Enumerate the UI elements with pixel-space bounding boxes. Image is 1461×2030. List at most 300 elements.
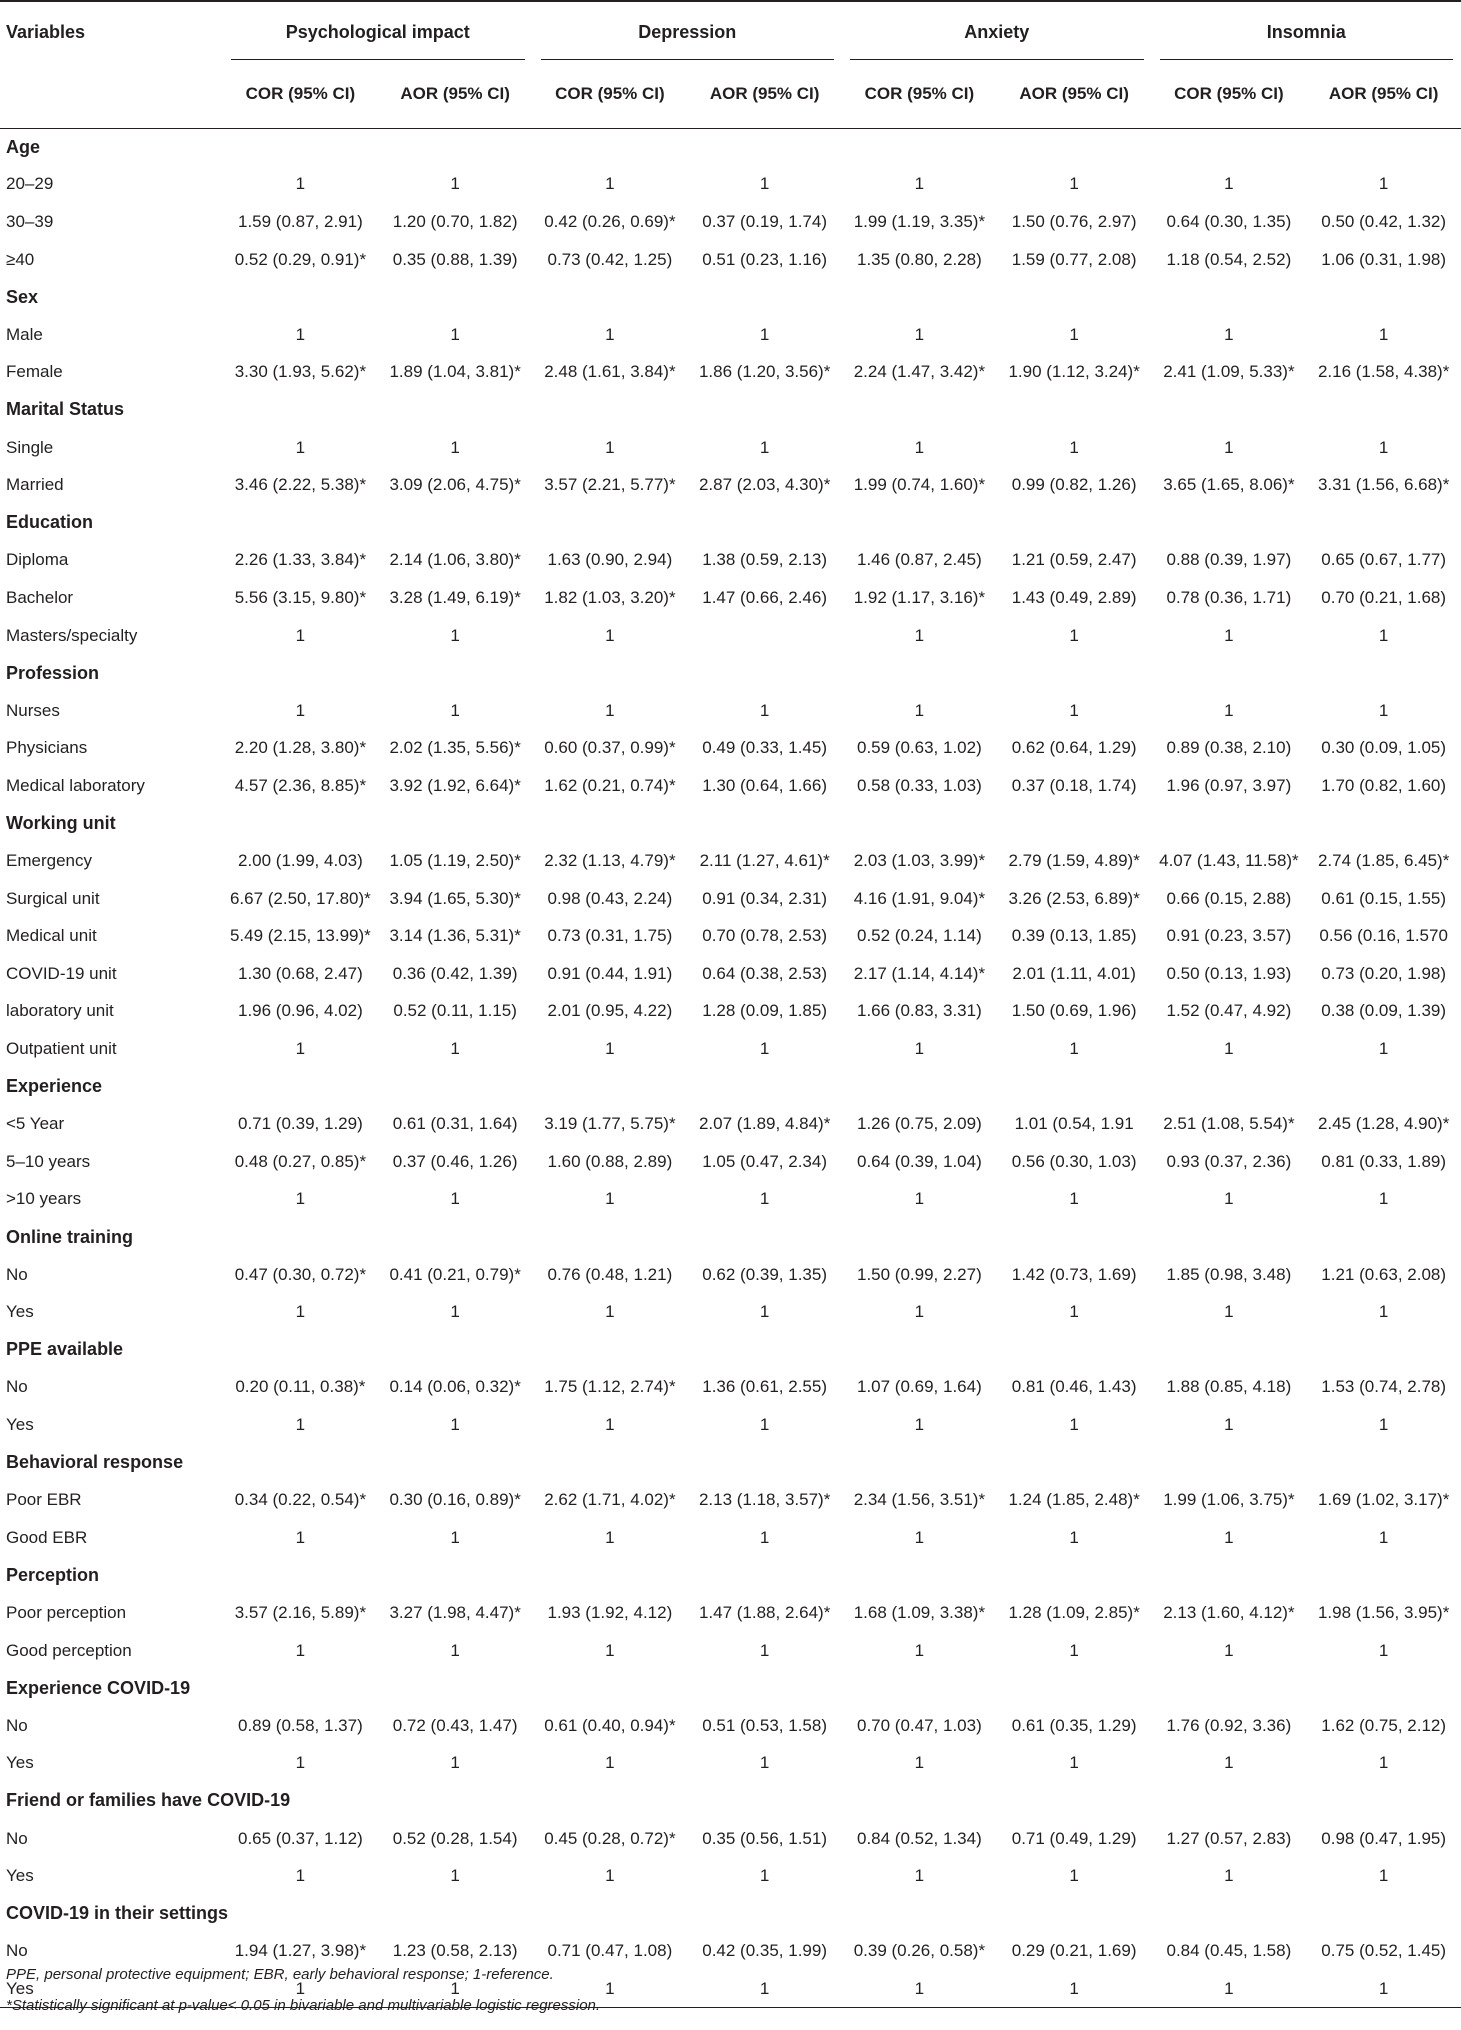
value-cell: 1 <box>1069 625 1079 645</box>
row-label: No <box>6 1377 28 1397</box>
value-cell: 0.64 (0.39, 1.04) <box>857 1151 982 1171</box>
value-cell: 0.20 (0.11, 0.38)* <box>235 1377 366 1397</box>
table-row <box>0 767 1461 805</box>
value-cell: 2.17 (1.14, 4.14)* <box>853 963 986 983</box>
group-header-psychological-impact <box>223 0 533 60</box>
value-cell <box>1306 1895 1461 1933</box>
value-cell <box>997 1782 1152 1820</box>
value-cell: 1 <box>914 1640 925 1660</box>
value-cell <box>687 128 842 166</box>
category-row <box>0 391 1461 429</box>
value-cell: 3.14 (1.36, 5.31)* <box>389 926 521 946</box>
row-label: Bachelor <box>6 587 74 607</box>
value-cell: 5.49 (2.15, 13.99)* <box>229 926 371 946</box>
value-cell <box>1152 278 1307 316</box>
category-row <box>0 504 1461 542</box>
value-cell <box>533 1669 688 1707</box>
category-row <box>0 1782 1461 1820</box>
value-cell <box>842 805 997 843</box>
value-cell: 0.70 (0.78, 2.53) <box>702 926 828 946</box>
value-cell: 0.93 (0.37, 2.36) <box>1166 1151 1292 1171</box>
value-cell: 1 <box>914 324 925 344</box>
value-cell <box>997 391 1152 429</box>
value-cell <box>1152 805 1307 843</box>
col-header-cor: COR (95% CI) <box>1152 60 1307 128</box>
value-cell: 1 <box>1378 1753 1389 1773</box>
value-cell <box>1306 654 1461 692</box>
value-cell <box>1306 128 1461 166</box>
value-cell <box>378 278 533 316</box>
row-label: Female <box>6 362 63 382</box>
value-cell: 1 <box>450 1753 460 1773</box>
value-cell <box>533 1218 688 1256</box>
category-row <box>0 1331 1461 1369</box>
value-cell: 1 <box>1069 1527 1079 1547</box>
value-cell <box>533 1331 688 1369</box>
value-cell <box>687 504 842 542</box>
table-row <box>0 354 1461 392</box>
value-cell: 1 <box>1378 1640 1389 1660</box>
value-cell <box>223 391 378 429</box>
value-cell: 1.38 (0.59, 2.13) <box>702 550 828 570</box>
value-cell: 0.89 (0.58, 1.37) <box>237 1715 363 1735</box>
value-cell: 1.27 (0.57, 2.83) <box>1166 1828 1292 1848</box>
category-label: COVID-19 in their settings <box>6 1903 229 1924</box>
value-cell: 1 <box>1069 437 1079 457</box>
value-cell <box>842 1557 997 1595</box>
value-cell: 1 <box>1069 1039 1079 1059</box>
value-cell: 0.42 (0.35, 1.99) <box>702 1941 828 1961</box>
value-cell <box>1152 128 1307 166</box>
row-label: Outpatient unit <box>6 1039 117 1059</box>
table-row <box>0 955 1461 993</box>
value-cell: 1 <box>914 437 925 457</box>
table-row <box>0 1707 1461 1745</box>
value-cell: 1 <box>914 1302 925 1322</box>
table-row <box>0 1406 1461 1444</box>
value-cell <box>1152 1557 1307 1595</box>
value-cell: 0.50 (0.13, 1.93) <box>1166 963 1292 983</box>
value-cell: 1 <box>1378 700 1389 720</box>
value-cell <box>997 1895 1152 1933</box>
value-cell: 1 <box>914 1189 925 1209</box>
footnote-abbreviations: PPE, personal protective equipment; EBR, early behavioral response; 1-reference. <box>6 1966 554 1983</box>
value-cell <box>997 504 1152 542</box>
category-row <box>0 278 1461 316</box>
value-cell: 1 <box>1224 1527 1234 1547</box>
value-cell: 1 <box>1378 1414 1389 1434</box>
value-cell: 1 <box>687 1970 842 2008</box>
value-cell: 1 <box>295 1640 306 1660</box>
row-label: Single <box>6 437 54 457</box>
table-row <box>0 1594 1461 1632</box>
value-cell: 1.30 (0.68, 2.47) <box>237 963 363 983</box>
value-cell: 0.56 (0.30, 1.03) <box>1011 1151 1137 1171</box>
group-header-insomnia <box>1152 0 1461 60</box>
value-cell: 0.81 (0.33, 1.89) <box>1321 1151 1447 1171</box>
value-cell: 3.57 (2.16, 5.89)* <box>234 1602 367 1622</box>
value-cell: 0.52 (0.11, 1.15) <box>393 1001 517 1021</box>
value-cell: 2.34 (1.56, 3.51)* <box>853 1490 986 1510</box>
value-cell: 1.76 (0.92, 3.36) <box>1166 1715 1292 1735</box>
value-cell: 1.07 (0.69, 1.64) <box>857 1377 982 1397</box>
value-cell: 1 <box>378 1970 533 2008</box>
value-cell: 1 <box>1069 324 1079 344</box>
value-cell: 1 <box>605 1527 615 1547</box>
value-cell: 3.94 (1.65, 5.30)* <box>389 888 521 908</box>
value-cell <box>1152 654 1307 692</box>
value-cell: 2.45 (1.28, 4.90)* <box>1317 1114 1450 1134</box>
value-cell <box>842 1895 997 1933</box>
row-label: laboratory unit <box>6 1001 114 1021</box>
group-label: Anxiety <box>964 22 1030 42</box>
value-cell <box>1152 1669 1307 1707</box>
value-cell: 0.76 (0.48, 1.21) <box>547 1264 673 1284</box>
value-cell <box>223 1218 378 1256</box>
value-cell: 1.50 (0.76, 2.97) <box>1011 211 1137 231</box>
value-cell <box>1306 278 1461 316</box>
value-cell: 1.90 (1.12, 3.24)* <box>1008 362 1140 382</box>
value-cell: 0.49 (0.33, 1.45) <box>702 738 828 758</box>
value-cell: 0.84 (0.45, 1.58) <box>1166 1941 1292 1961</box>
value-cell: 1.50 (0.99, 2.27) <box>857 1264 982 1284</box>
value-cell: 0.99 (0.82, 1.26) <box>1011 475 1137 495</box>
value-cell: 1 <box>450 1039 460 1059</box>
value-cell: 1 <box>1224 437 1234 457</box>
value-cell: 1 <box>605 1640 615 1660</box>
value-cell: 0.47 (0.30, 0.72)* <box>234 1264 367 1284</box>
value-cell: 1 <box>1378 174 1389 194</box>
value-cell: 1 <box>759 1640 770 1660</box>
value-cell <box>687 1444 842 1482</box>
value-cell: 2.03 (1.03, 3.99)* <box>853 851 986 871</box>
value-cell: 1.63 (0.90, 2.94) <box>547 550 673 570</box>
value-cell: 1 <box>1378 437 1389 457</box>
value-cell: 1 <box>1069 1753 1079 1773</box>
group-header-depression <box>533 0 843 60</box>
row-label: Yes <box>6 1753 34 1773</box>
table-row <box>0 542 1461 580</box>
table-row <box>0 1519 1461 1557</box>
value-cell: 1 <box>842 1970 997 2008</box>
value-cell <box>378 1218 533 1256</box>
value-cell: 1 <box>1224 1414 1234 1434</box>
value-cell: 1 <box>295 1039 306 1059</box>
value-cell: 2.01 (0.95, 4.22) <box>547 1001 673 1021</box>
value-cell: 6.67 (2.50, 17.80)* <box>229 888 371 908</box>
value-cell: 0.71 (0.49, 1.29) <box>1011 1828 1137 1848</box>
value-cell: 5.56 (3.15, 9.80)* <box>234 587 367 607</box>
col-header-aor: AOR (95% CI) <box>997 60 1152 128</box>
value-cell <box>533 128 688 166</box>
value-cell: 0.59 (0.63, 1.02) <box>857 738 982 758</box>
table-row <box>0 1369 1461 1407</box>
value-cell: 1.21 (0.59, 2.47) <box>1011 550 1137 570</box>
table-row <box>0 1481 1461 1519</box>
value-cell: 0.52 (0.24, 1.14) <box>857 926 982 946</box>
col-header-aor: AOR (95% CI) <box>378 60 533 128</box>
value-cell: 0.30 (0.16, 0.89)* <box>389 1490 521 1510</box>
value-cell: 1 <box>223 1970 378 2008</box>
value-cell: 2.13 (1.18, 3.57)* <box>698 1490 831 1510</box>
value-cell: 0.65 (0.67, 1.77) <box>1321 550 1447 570</box>
value-cell <box>1306 1782 1461 1820</box>
value-cell: 3.09 (2.06, 4.75)* <box>389 475 521 495</box>
value-cell <box>1152 1068 1307 1106</box>
value-cell <box>223 1895 378 1933</box>
table-row <box>0 1143 1461 1181</box>
value-cell: 0.35 (0.56, 1.51) <box>702 1828 828 1848</box>
value-cell: 2.62 (1.71, 4.02)* <box>544 1490 676 1510</box>
value-cell: 0.81 (0.46, 1.43) <box>1011 1377 1137 1397</box>
value-cell <box>223 1331 378 1369</box>
value-cell <box>997 1331 1152 1369</box>
value-cell: 1 <box>914 174 925 194</box>
value-cell: 1 <box>914 700 925 720</box>
value-cell <box>997 654 1152 692</box>
value-cell: 1 <box>1378 1039 1389 1059</box>
value-cell: 1 <box>1306 1970 1461 2008</box>
value-cell: 2.26 (1.33, 3.84)* <box>234 550 367 570</box>
value-cell: 1.69 (1.02, 3.17)* <box>1317 1490 1450 1510</box>
value-cell: 0.37 (0.18, 1.74) <box>1011 775 1137 795</box>
row-label: Nurses <box>6 700 60 720</box>
value-cell: 0.42 (0.26, 0.69)* <box>544 211 676 231</box>
value-cell: 1 <box>605 1302 615 1322</box>
value-cell <box>687 617 842 655</box>
value-cell: 1 <box>1069 1640 1079 1660</box>
value-cell: 1 <box>1069 1302 1079 1322</box>
category-row <box>0 805 1461 843</box>
value-cell: 1 <box>1224 625 1234 645</box>
table-row <box>0 1105 1461 1143</box>
value-cell: 1 <box>759 1866 770 1886</box>
group-header-anxiety <box>842 0 1152 60</box>
value-cell: 0.98 (0.43, 2.24) <box>547 888 673 908</box>
value-cell <box>997 278 1152 316</box>
col-header-cor: COR (95% CI) <box>842 60 997 128</box>
value-cell <box>997 1218 1152 1256</box>
value-cell <box>842 278 997 316</box>
value-cell <box>842 654 997 692</box>
value-cell: 0.37 (0.46, 1.26) <box>392 1151 518 1171</box>
table-row <box>0 1857 1461 1895</box>
row-label: >10 years <box>6 1189 82 1209</box>
value-cell: 0.56 (0.16, 1.570 <box>1319 926 1448 946</box>
value-cell: 1.96 (0.96, 4.02) <box>237 1001 363 1021</box>
value-cell <box>687 654 842 692</box>
value-cell: 1 <box>1069 1414 1079 1434</box>
table-row <box>0 917 1461 955</box>
value-cell: 2.01 (1.11, 4.01) <box>1012 963 1136 983</box>
category-row <box>0 1068 1461 1106</box>
value-cell <box>533 1068 688 1106</box>
value-cell <box>1306 504 1461 542</box>
table-row <box>0 579 1461 617</box>
value-cell: 1 <box>295 1189 306 1209</box>
value-cell: 0.51 (0.23, 1.16) <box>702 249 828 269</box>
value-cell: 2.02 (1.35, 5.56)* <box>389 738 521 758</box>
value-cell: 0.70 (0.21, 1.68) <box>1321 587 1447 607</box>
value-cell: 0.14 (0.06, 0.32)* <box>389 1377 521 1397</box>
category-label: Friend or families have COVID-19 <box>6 1790 291 1811</box>
value-cell <box>378 1068 533 1106</box>
category-label: Behavioral response <box>6 1452 184 1473</box>
value-cell <box>223 1068 378 1106</box>
value-cell: 1.62 (0.75, 2.12) <box>1321 1715 1447 1735</box>
value-cell: 1 <box>605 437 615 457</box>
value-cell: 3.30 (1.93, 5.62)* <box>234 362 367 382</box>
value-cell <box>533 278 688 316</box>
value-cell: 1.93 (1.92, 4.12) <box>547 1602 673 1622</box>
value-cell: 1 <box>295 174 306 194</box>
category-label: Marital Status <box>6 399 125 420</box>
value-cell: 1 <box>450 1302 460 1322</box>
group-label: Psychological impact <box>285 22 470 42</box>
value-cell <box>842 1444 997 1482</box>
value-cell: 1 <box>295 1302 306 1322</box>
category-row <box>0 654 1461 692</box>
value-cell: 1 <box>997 1970 1152 2008</box>
value-cell <box>687 1895 842 1933</box>
table-row <box>0 692 1461 730</box>
value-cell: 3.26 (2.53, 6.89)* <box>1008 888 1140 908</box>
value-cell: 1 <box>295 625 306 645</box>
value-cell: 1 <box>1224 1039 1234 1059</box>
table-row <box>0 1293 1461 1331</box>
value-cell: 1 <box>450 700 460 720</box>
value-cell: 1.18 (0.54, 2.52) <box>1166 249 1292 269</box>
value-cell: 1 <box>605 625 615 645</box>
category-row <box>0 1895 1461 1933</box>
value-cell: 1 <box>1378 625 1389 645</box>
category-row <box>0 1444 1461 1482</box>
row-label: 20–29 <box>6 174 54 194</box>
row-label: Yes <box>6 1866 34 1886</box>
value-cell: 0.66 (0.15, 2.88) <box>1166 888 1292 908</box>
category-label: Age <box>6 136 41 157</box>
value-cell: 0.61 (0.15, 1.55) <box>1321 888 1447 908</box>
value-cell <box>533 504 688 542</box>
value-cell: 1 <box>450 1640 460 1660</box>
value-cell <box>378 1557 533 1595</box>
row-label: Medical laboratory <box>6 775 145 795</box>
value-cell: 1.99 (1.19, 3.35)* <box>853 211 986 231</box>
value-cell: 1.99 (1.06, 3.75)* <box>1163 1490 1295 1510</box>
value-cell <box>533 654 688 692</box>
value-cell: 0.30 (0.09, 1.05) <box>1321 738 1447 758</box>
value-cell <box>533 391 688 429</box>
value-cell: 1 <box>759 700 770 720</box>
value-cell: 0.84 (0.52, 1.34) <box>857 1828 982 1848</box>
row-label: Poor EBR <box>6 1490 82 1510</box>
table-row <box>0 429 1461 467</box>
value-cell: 1.23 (0.58, 2.13) <box>392 1941 518 1961</box>
value-cell: 1.96 (0.97, 3.97) <box>1166 775 1292 795</box>
value-cell: 0.48 (0.27, 0.85)* <box>234 1151 367 1171</box>
value-cell: 1 <box>914 625 925 645</box>
value-cell: 1 <box>1224 1302 1234 1322</box>
value-cell <box>1306 805 1461 843</box>
value-cell <box>687 1782 842 1820</box>
value-cell <box>223 278 378 316</box>
value-cell: 0.61 (0.35, 1.29) <box>1011 1715 1137 1735</box>
value-cell: 2.14 (1.06, 3.80)* <box>389 550 521 570</box>
value-cell: 1 <box>450 1527 460 1547</box>
value-cell: 0.71 (0.39, 1.29) <box>237 1114 363 1134</box>
value-cell <box>1306 391 1461 429</box>
value-cell: 1.28 (1.09, 2.85)* <box>1008 1602 1140 1622</box>
table-row <box>0 1256 1461 1294</box>
category-row <box>0 128 1461 166</box>
value-cell: 0.29 (0.21, 1.69) <box>1011 1941 1137 1961</box>
value-cell: 1 <box>450 174 460 194</box>
table-row <box>0 203 1461 241</box>
value-cell <box>1152 1218 1307 1256</box>
value-cell: 1 <box>1069 1189 1079 1209</box>
group-label: Insomnia <box>1266 22 1346 42</box>
value-cell: 1.50 (0.69, 1.96) <box>1011 1001 1137 1021</box>
value-cell: 1 <box>605 700 615 720</box>
value-cell <box>1306 1331 1461 1369</box>
value-cell: 0.73 (0.42, 1.25) <box>547 249 673 269</box>
value-cell: 2.20 (1.28, 3.80)* <box>234 738 367 758</box>
value-cell: 0.65 (0.37, 1.12) <box>237 1828 363 1848</box>
col-header-cor: COR (95% CI) <box>533 60 688 128</box>
value-cell: 1 <box>605 1753 615 1773</box>
value-cell: 0.62 (0.39, 1.35) <box>702 1264 828 1284</box>
value-cell <box>687 391 842 429</box>
value-cell: 4.57 (2.36, 8.85)* <box>234 775 367 795</box>
value-cell <box>223 1557 378 1595</box>
header-blank <box>0 60 223 128</box>
value-cell: 1.05 (1.19, 2.50)* <box>389 851 521 871</box>
value-cell: 0.61 (0.31, 1.64) <box>392 1114 518 1134</box>
value-cell: 2.16 (1.58, 4.38)* <box>1317 362 1450 382</box>
row-label: Good perception <box>6 1640 132 1660</box>
value-cell: 0.64 (0.30, 1.35) <box>1166 211 1292 231</box>
value-cell: 1.70 (0.82, 1.60) <box>1321 775 1447 795</box>
value-cell: 1 <box>1378 1866 1389 1886</box>
value-cell <box>687 278 842 316</box>
value-cell: 1 <box>914 1527 925 1547</box>
table-row <box>0 1933 1461 1971</box>
value-cell: 1.59 (0.77, 2.08) <box>1011 249 1137 269</box>
value-cell: 0.39 (0.13, 1.85) <box>1011 926 1137 946</box>
value-cell: 1.46 (0.87, 2.45) <box>857 550 982 570</box>
value-cell: 1 <box>605 1414 615 1434</box>
value-cell <box>687 805 842 843</box>
value-cell <box>842 1218 997 1256</box>
value-cell: 1.94 (1.27, 3.98)* <box>234 1941 367 1961</box>
value-cell: 1.47 (0.66, 2.46) <box>702 587 828 607</box>
value-cell: 1 <box>1224 174 1234 194</box>
row-label: ≥40 <box>6 249 35 269</box>
value-cell: 1 <box>759 1527 770 1547</box>
value-cell <box>378 504 533 542</box>
category-label: Education <box>6 512 94 533</box>
value-cell: 1 <box>1069 1866 1079 1886</box>
value-cell: 1.36 (0.61, 2.55) <box>702 1377 828 1397</box>
header-row-measures <box>0 60 1461 128</box>
value-cell: 0.71 (0.47, 1.08) <box>547 1941 673 1961</box>
value-cell: 1.20 (0.70, 1.82) <box>392 211 518 231</box>
category-row <box>0 1218 1461 1256</box>
row-label: COVID-19 unit <box>6 963 117 983</box>
row-label: Physicians <box>6 738 88 758</box>
value-cell: 1 <box>295 324 306 344</box>
value-cell: 1 <box>605 1039 615 1059</box>
